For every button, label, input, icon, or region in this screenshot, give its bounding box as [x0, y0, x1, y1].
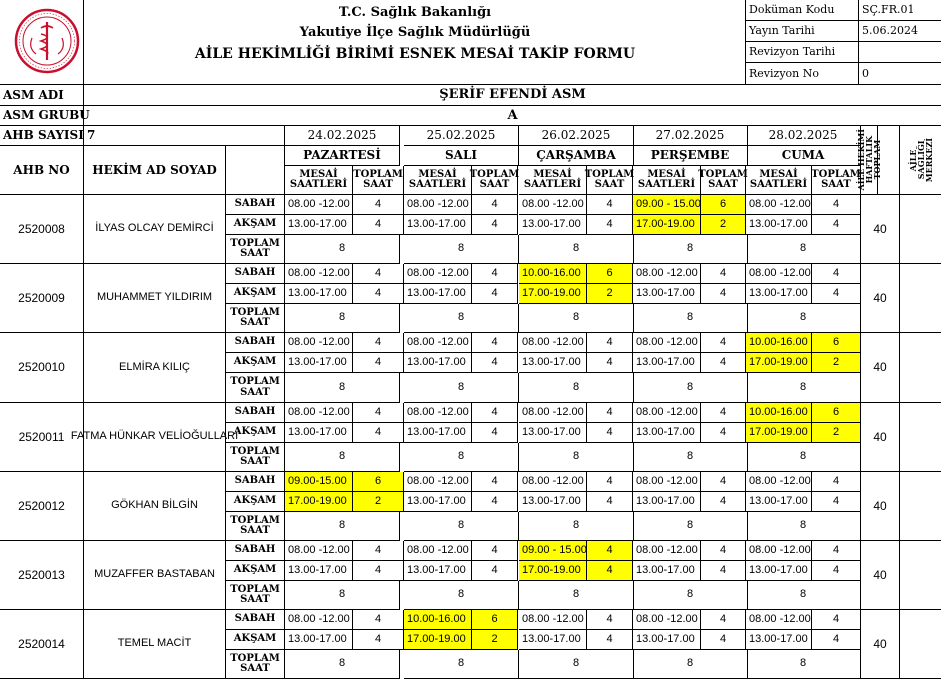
sabah-total-cell[interactable]: 4 — [472, 472, 518, 492]
aksam-hours-cell[interactable]: 13.00-17.00 — [285, 423, 353, 443]
aksam-hours-cell[interactable]: 13.00-17.00 — [746, 492, 812, 512]
sabah-total-cell[interactable]: 4 — [812, 195, 861, 215]
aksam-total-cell[interactable]: 4 — [587, 561, 633, 581]
aksam-total-cell[interactable]: 4 — [812, 630, 861, 650]
header-title-cell — [84, 0, 746, 85]
header-title-form: AİLE HEKİMLİĞİ BİRİMİ ESNEK MESAİ TAKİP FORMU — [194, 45, 636, 62]
sabah-hours-cell[interactable]: 08.00 -12.00 — [404, 195, 472, 215]
aksam-hours-cell[interactable]: 13.00-17.00 — [633, 561, 701, 581]
aksam-hours-cell[interactable]: 17.00-19.00 — [746, 423, 812, 443]
aksam-total-cell[interactable]: 2 — [812, 353, 861, 373]
sabah-hours-cell[interactable]: 08.00 -12.00 — [519, 195, 587, 215]
shift-aksam-label: AKŞAM — [226, 353, 285, 373]
sabah-total-cell[interactable]: 4 — [353, 541, 404, 561]
weekly-total-cell: 40 — [861, 541, 900, 610]
hekim-name: MUHAMMET YILDIRIM — [84, 264, 226, 333]
asm-cell — [900, 472, 941, 541]
col-mesai-saatleri: MESAİ SAATLERİ — [285, 166, 353, 195]
sabah-total-cell[interactable]: 4 — [587, 195, 633, 215]
day-total-cell[interactable]: 8 — [519, 443, 634, 472]
asm-grubu-label: ASM GRUBU — [0, 106, 84, 126]
sabah-hours-cell[interactable]: 08.00 -12.00 — [285, 610, 353, 630]
aksam-total-cell[interactable]: 4 — [472, 284, 518, 304]
day-total-cell[interactable]: 8 — [746, 512, 861, 541]
aksam-hours-cell[interactable]: 17.00-19.00 — [633, 215, 701, 235]
day-name: PERŞEMBE — [633, 146, 748, 166]
aksam-hours-cell[interactable]: 17.00-19.00 — [285, 492, 353, 512]
sabah-hours-cell[interactable]: 08.00 -12.00 — [633, 541, 701, 561]
aksam-total-cell[interactable]: 2 — [701, 215, 746, 235]
sabah-hours-cell[interactable]: 08.00 -12.00 — [285, 333, 353, 353]
asm-cell — [900, 195, 941, 264]
aksam-total-cell[interactable]: 4 — [587, 353, 633, 373]
sabah-hours-cell[interactable]: 10.00-16.00 — [746, 403, 812, 423]
asm-cell — [900, 541, 941, 610]
day-total-cell[interactable]: 8 — [633, 373, 748, 403]
ahb-no: 2520013 — [0, 541, 84, 610]
aksam-hours-cell[interactable]: 13.00-17.00 — [404, 423, 472, 443]
sabah-total-cell[interactable]: 4 — [353, 333, 404, 353]
aksam-total-cell[interactable]: 4 — [701, 353, 746, 373]
day-total-cell[interactable]: 8 — [285, 650, 400, 679]
aksam-hours-cell[interactable]: 13.00-17.00 — [633, 284, 701, 304]
aksam-hours-cell[interactable]: 13.00-17.00 — [404, 215, 472, 235]
aksam-hours-cell[interactable]: 17.00-19.00 — [519, 284, 587, 304]
sabah-hours-cell[interactable]: 08.00 -12.00 — [285, 541, 353, 561]
shift-aksam-label: AKŞAM — [226, 561, 285, 581]
day-date: 24.02.2025 — [285, 126, 400, 146]
sabah-total-cell[interactable]: 4 — [472, 403, 518, 423]
shift-sabah-label: SABAH — [226, 403, 285, 423]
sabah-total-cell[interactable]: 4 — [701, 264, 746, 284]
day-total-cell[interactable]: 8 — [633, 581, 748, 610]
day-total-cell[interactable]: 8 — [746, 235, 861, 264]
shift-toplam-label: TOPLAM SAAT — [226, 443, 285, 472]
ahb-no: 2520008 — [0, 195, 84, 264]
aksam-total-cell[interactable]: 4 — [701, 630, 746, 650]
aksam-total-cell[interactable]: 2 — [353, 492, 404, 512]
aksam-hours-cell[interactable]: 13.00-17.00 — [404, 353, 472, 373]
day-total-cell[interactable]: 8 — [519, 304, 634, 333]
header-title-ministry: T.C. Sağlık Bakanlığı — [338, 5, 492, 21]
hekim-name: MUZAFFER BASTABAN — [84, 541, 226, 610]
aksam-hours-cell[interactable]: 13.00-17.00 — [519, 353, 587, 373]
asm-grubu-value: A — [84, 106, 941, 126]
col-mesai-saatleri: MESAİ SAATLERİ — [746, 166, 812, 195]
aksam-hours-cell[interactable]: 13.00-17.00 — [746, 561, 812, 581]
day-total-cell[interactable]: 8 — [285, 235, 400, 264]
shift-toplam-label: TOPLAM SAAT — [226, 650, 285, 679]
sabah-hours-cell[interactable]: 08.00 -12.00 — [746, 610, 812, 630]
day-total-cell[interactable]: 8 — [746, 304, 861, 333]
shift-aksam-label: AKŞAM — [226, 492, 285, 512]
sabah-hours-cell[interactable]: 10.00-16.00 — [404, 610, 472, 630]
aksam-total-cell[interactable]: 4 — [353, 284, 404, 304]
aksam-total-cell[interactable]: 4 — [812, 215, 861, 235]
col-ahb-no: AHB NO — [0, 146, 84, 195]
meta-value[interactable]: 0 — [859, 63, 941, 85]
sabah-hours-cell[interactable]: 08.00 -12.00 — [404, 541, 472, 561]
shift-toplam-label: TOPLAM SAAT — [226, 235, 285, 264]
sabah-hours-cell[interactable]: 08.00 -12.00 — [285, 195, 353, 215]
day-total-cell[interactable]: 8 — [633, 650, 748, 679]
day-total-cell[interactable]: 8 — [633, 512, 748, 541]
col-toplam-saat: TOPLAM SAAT — [472, 166, 518, 195]
aksam-total-cell[interactable]: 4 — [587, 423, 633, 443]
day-date: 26.02.2025 — [519, 126, 634, 146]
aksam-total-cell[interactable]: 4 — [701, 492, 746, 512]
sabah-hours-cell[interactable]: 08.00 -12.00 — [519, 472, 587, 492]
sabah-hours-cell[interactable]: 08.00 -12.00 — [285, 264, 353, 284]
aksam-total-cell[interactable]: 4 — [587, 215, 633, 235]
hekim-name: FATMA HÜNKAR VELİOĞULLARI — [84, 403, 226, 472]
day-total-cell[interactable]: 8 — [285, 373, 400, 403]
aksam-total-cell[interactable]: 4 — [353, 630, 404, 650]
aksam-total-cell[interactable]: 4 — [812, 492, 861, 512]
day-date: 28.02.2025 — [746, 126, 861, 146]
day-total-cell[interactable]: 8 — [633, 304, 748, 333]
aksam-hours-cell[interactable]: 13.00-17.00 — [519, 492, 587, 512]
sabah-hours-cell[interactable]: 10.00-16.00 — [519, 264, 587, 284]
shift-toplam-label: TOPLAM SAAT — [226, 373, 285, 403]
sabah-hours-cell[interactable]: 08.00 -12.00 — [519, 333, 587, 353]
sabah-total-cell[interactable]: 6 — [812, 403, 861, 423]
hekim-name: ELMİRA KILIÇ — [84, 333, 226, 403]
shift-sabah-label: SABAH — [226, 610, 285, 630]
sabah-total-cell[interactable]: 4 — [353, 195, 404, 215]
logo-cell — [0, 0, 84, 85]
day-total-cell[interactable]: 8 — [404, 373, 519, 403]
aksam-hours-cell[interactable]: 13.00-17.00 — [285, 630, 353, 650]
sabah-hours-cell[interactable]: 08.00 -12.00 — [746, 541, 812, 561]
aksam-hours-cell[interactable]: 13.00-17.00 — [746, 284, 812, 304]
sabah-total-cell[interactable]: 4 — [472, 541, 518, 561]
aksam-hours-cell[interactable]: 13.00-17.00 — [285, 353, 353, 373]
shift-sabah-label: SABAH — [226, 541, 285, 561]
sabah-total-cell[interactable]: 4 — [353, 403, 404, 423]
shift-sabah-label: SABAH — [226, 264, 285, 284]
aksam-hours-cell[interactable]: 13.00-17.00 — [404, 492, 472, 512]
shift-toplam-label: TOPLAM SAAT — [226, 512, 285, 541]
aksam-hours-cell[interactable]: 13.00-17.00 — [633, 630, 701, 650]
shift-aksam-label: AKŞAM — [226, 423, 285, 443]
sabah-total-cell[interactable]: 4 — [812, 610, 861, 630]
aksam-hours-cell[interactable]: 13.00-17.00 — [519, 215, 587, 235]
meta-value[interactable]: SÇ.FR.01 — [859, 0, 941, 21]
aksam-total-cell[interactable]: 4 — [353, 561, 404, 581]
aksam-hours-cell[interactable]: 13.00-17.00 — [285, 284, 353, 304]
col-toplam-saat: TOPLAM SAAT — [353, 166, 404, 195]
day-total-cell[interactable]: 8 — [285, 304, 400, 333]
ahb-sayisi-label: AHB SAYISI — [0, 126, 84, 146]
col-mesai-saatleri: MESAİ SAATLERİ — [519, 166, 587, 195]
sabah-total-cell[interactable]: 4 — [353, 610, 404, 630]
shift-sabah-label: SABAH — [226, 333, 285, 353]
weekly-total-cell: 40 — [861, 264, 900, 333]
asm-adi-label: ASM ADI — [0, 85, 84, 106]
ahb-no: 2520014 — [0, 610, 84, 679]
weekly-total-cell: 40 — [861, 610, 900, 679]
col-weekly-total: AİLE HEKİMİ HAFTALIK TOPLAM — [861, 126, 878, 195]
aksam-total-cell[interactable]: 4 — [472, 215, 518, 235]
aksam-total-cell[interactable]: 4 — [701, 561, 746, 581]
col-hekim-ad-soyad: HEKİM AD SOYAD — [84, 146, 226, 195]
sabah-hours-cell[interactable]: 09.00 - 15.00 — [633, 195, 701, 215]
sabah-hours-cell[interactable]: 08.00 -12.00 — [404, 472, 472, 492]
meta-label: Doküman Kodu — [746, 0, 859, 21]
sabah-hours-cell[interactable]: 08.00 -12.00 — [633, 403, 701, 423]
sabah-total-cell[interactable]: 4 — [587, 472, 633, 492]
col-toplam-saat: TOPLAM SAAT — [701, 166, 746, 195]
hekim-name: İLYAS OLCAY DEMİRCİ — [84, 195, 226, 264]
sabah-total-cell[interactable]: 4 — [701, 403, 746, 423]
aksam-total-cell[interactable]: 4 — [587, 630, 633, 650]
sabah-hours-cell[interactable]: 08.00 -12.00 — [633, 264, 701, 284]
shift-aksam-label: AKŞAM — [226, 630, 285, 650]
col-toplam-saat: TOPLAM SAAT — [812, 166, 861, 195]
sabah-total-cell[interactable]: 4 — [812, 541, 861, 561]
sabah-hours-cell[interactable]: 08.00 -12.00 — [404, 264, 472, 284]
sabah-hours-cell[interactable]: 09.00-15.00 — [285, 472, 353, 492]
asm-adi-value: ŞERİF EFENDİ ASM — [84, 85, 941, 106]
ahb-no: 2520009 — [0, 264, 84, 333]
day-total-cell[interactable]: 8 — [285, 443, 400, 472]
hekim-name: GÖKHAN BİLGİN — [84, 472, 226, 541]
day-total-cell[interactable]: 8 — [519, 581, 634, 610]
weekly-total-cell: 40 — [861, 403, 900, 472]
aksam-hours-cell[interactable]: 13.00-17.00 — [285, 215, 353, 235]
aksam-total-cell[interactable]: 2 — [587, 284, 633, 304]
sabah-hours-cell[interactable]: 08.00 -12.00 — [519, 403, 587, 423]
sabah-total-cell[interactable]: 4 — [472, 195, 518, 215]
aksam-hours-cell[interactable]: 17.00-19.00 — [746, 353, 812, 373]
ahb-no: 2520012 — [0, 472, 84, 541]
aksam-hours-cell[interactable]: 13.00-17.00 — [404, 284, 472, 304]
day-total-cell[interactable]: 8 — [404, 650, 519, 679]
day-total-cell[interactable]: 8 — [746, 373, 861, 403]
aksam-total-cell[interactable]: 4 — [472, 353, 518, 373]
sabah-total-cell[interactable]: 6 — [701, 195, 746, 215]
shift-sabah-label: SABAH — [226, 195, 285, 215]
day-date: 25.02.2025 — [404, 126, 519, 146]
sabah-hours-cell[interactable]: 08.00 -12.00 — [746, 264, 812, 284]
header-title-directorate: Yakutiye İlçe Sağlık Müdürlüğü — [299, 25, 531, 41]
sabah-total-cell[interactable]: 4 — [701, 541, 746, 561]
aksam-total-cell[interactable]: 4 — [701, 284, 746, 304]
hekim-name: TEMEL MACİT — [84, 610, 226, 679]
day-name: CUMA — [746, 146, 861, 166]
sabah-total-cell[interactable]: 4 — [587, 333, 633, 353]
sabah-total-cell[interactable]: 4 — [701, 472, 746, 492]
asm-cell — [900, 333, 941, 403]
sabah-hours-cell[interactable]: 08.00 -12.00 — [519, 610, 587, 630]
day-total-cell[interactable]: 8 — [285, 581, 400, 610]
day-total-cell[interactable]: 8 — [746, 581, 861, 610]
aksam-total-cell[interactable]: 2 — [812, 423, 861, 443]
col-mesai-saatleri: MESAİ SAATLERİ — [404, 166, 472, 195]
aksam-total-cell[interactable]: 4 — [701, 423, 746, 443]
aksam-hours-cell[interactable]: 17.00-19.00 — [404, 630, 472, 650]
aksam-total-cell[interactable]: 2 — [472, 630, 518, 650]
day-total-cell[interactable]: 8 — [404, 512, 519, 541]
day-total-cell[interactable]: 8 — [404, 235, 519, 264]
day-total-cell[interactable]: 8 — [404, 443, 519, 472]
aksam-total-cell[interactable]: 4 — [353, 215, 404, 235]
asm-cell — [900, 264, 941, 333]
weekly-total-cell: 40 — [861, 472, 900, 541]
day-total-cell[interactable]: 8 — [285, 512, 400, 541]
sabah-total-cell[interactable]: 4 — [701, 610, 746, 630]
meta-value[interactable] — [859, 42, 941, 63]
aksam-total-cell[interactable]: 4 — [812, 284, 861, 304]
day-name: ÇARŞAMBA — [519, 146, 634, 166]
col-blank-vertical — [878, 126, 900, 195]
ahb-sayisi-value: 7 — [84, 126, 285, 146]
shift-toplam-label: TOPLAM SAAT — [226, 581, 285, 610]
meta-label: Revizyon Tarihi — [746, 42, 859, 63]
shift-toplam-label: TOPLAM SAAT — [226, 304, 285, 333]
aksam-total-cell[interactable]: 4 — [472, 561, 518, 581]
col-asm: AİLE SAĞLIĞI MERKEZİ — [900, 126, 941, 195]
aksam-total-cell[interactable]: 4 — [812, 561, 861, 581]
day-name: SALI — [404, 146, 519, 166]
sabah-hours-cell[interactable]: 08.00 -12.00 — [746, 472, 812, 492]
day-total-cell[interactable]: 8 — [519, 235, 634, 264]
day-total-cell[interactable]: 8 — [519, 512, 634, 541]
aksam-hours-cell[interactable]: 13.00-17.00 — [519, 423, 587, 443]
sabah-total-cell[interactable]: 4 — [587, 610, 633, 630]
sabah-total-cell[interactable]: 4 — [472, 264, 518, 284]
meta-value[interactable]: 5.06.2024 — [859, 21, 941, 42]
day-total-cell[interactable]: 8 — [746, 443, 861, 472]
sabah-hours-cell[interactable]: 09.00 - 15.00 — [519, 541, 587, 561]
day-total-cell[interactable]: 8 — [519, 373, 634, 403]
sabah-total-cell[interactable]: 4 — [472, 333, 518, 353]
sabah-hours-cell[interactable]: 10.00-16.00 — [746, 333, 812, 353]
shift-sabah-label: SABAH — [226, 472, 285, 492]
sabah-hours-cell[interactable]: 08.00 -12.00 — [404, 403, 472, 423]
sabah-total-cell[interactable]: 6 — [472, 610, 518, 630]
aksam-hours-cell[interactable]: 13.00-17.00 — [746, 630, 812, 650]
weekly-total-cell: 40 — [861, 333, 900, 403]
sabah-total-cell[interactable]: 6 — [353, 472, 404, 492]
day-total-cell[interactable]: 8 — [633, 443, 748, 472]
sabah-total-cell[interactable]: 4 — [353, 264, 404, 284]
sabah-total-cell[interactable]: 4 — [812, 472, 861, 492]
sabah-hours-cell[interactable]: 08.00 -12.00 — [285, 403, 353, 423]
sabah-total-cell[interactable]: 6 — [587, 264, 633, 284]
asm-cell — [900, 403, 941, 472]
day-total-cell[interactable]: 8 — [633, 235, 748, 264]
aksam-total-cell[interactable]: 4 — [353, 423, 404, 443]
sabah-hours-cell[interactable]: 08.00 -12.00 — [746, 195, 812, 215]
col-toplam-saat: TOPLAM SAAT — [587, 166, 633, 195]
day-total-cell[interactable]: 8 — [746, 650, 861, 679]
shift-aksam-label: AKŞAM — [226, 284, 285, 304]
aksam-hours-cell[interactable]: 13.00-17.00 — [404, 561, 472, 581]
sabah-hours-cell[interactable]: 08.00 -12.00 — [633, 472, 701, 492]
aksam-hours-cell[interactable]: 13.00-17.00 — [633, 353, 701, 373]
meta-label: Yayın Tarihi — [746, 21, 859, 42]
sabah-hours-cell[interactable]: 08.00 -12.00 — [633, 333, 701, 353]
aksam-hours-cell[interactable]: 13.00-17.00 — [633, 423, 701, 443]
aksam-total-cell[interactable]: 4 — [472, 423, 518, 443]
sabah-total-cell[interactable]: 4 — [701, 333, 746, 353]
asm-cell — [900, 610, 941, 679]
col-shift-blank — [226, 146, 285, 195]
col-mesai-saatleri: MESAİ SAATLERİ — [633, 166, 701, 195]
day-total-cell[interactable]: 8 — [519, 650, 634, 679]
day-name: PAZARTESİ — [285, 146, 400, 166]
sabah-hours-cell[interactable]: 08.00 -12.00 — [404, 333, 472, 353]
ahb-no: 2520011 — [0, 403, 84, 472]
aksam-hours-cell[interactable]: 17.00-19.00 — [519, 561, 587, 581]
aksam-total-cell[interactable]: 4 — [353, 353, 404, 373]
sabah-total-cell[interactable]: 4 — [587, 541, 633, 561]
aksam-hours-cell[interactable]: 13.00-17.00 — [519, 630, 587, 650]
day-total-cell[interactable]: 8 — [404, 581, 519, 610]
shift-aksam-label: AKŞAM — [226, 215, 285, 235]
day-total-cell[interactable]: 8 — [404, 304, 519, 333]
aksam-hours-cell[interactable]: 13.00-17.00 — [746, 215, 812, 235]
aksam-total-cell[interactable]: 4 — [472, 492, 518, 512]
day-date: 27.02.2025 — [633, 126, 748, 146]
ahb-no: 2520010 — [0, 333, 84, 403]
weekly-total-cell: 40 — [861, 195, 900, 264]
sabah-hours-cell[interactable]: 08.00 -12.00 — [633, 610, 701, 630]
sabah-total-cell[interactable]: 4 — [812, 264, 861, 284]
aksam-hours-cell[interactable]: 13.00-17.00 — [285, 561, 353, 581]
sabah-total-cell[interactable]: 4 — [587, 403, 633, 423]
aksam-total-cell[interactable]: 4 — [587, 492, 633, 512]
aksam-hours-cell[interactable]: 13.00-17.00 — [633, 492, 701, 512]
meta-label: Revizyon No — [746, 63, 859, 85]
sabah-total-cell[interactable]: 6 — [812, 333, 861, 353]
